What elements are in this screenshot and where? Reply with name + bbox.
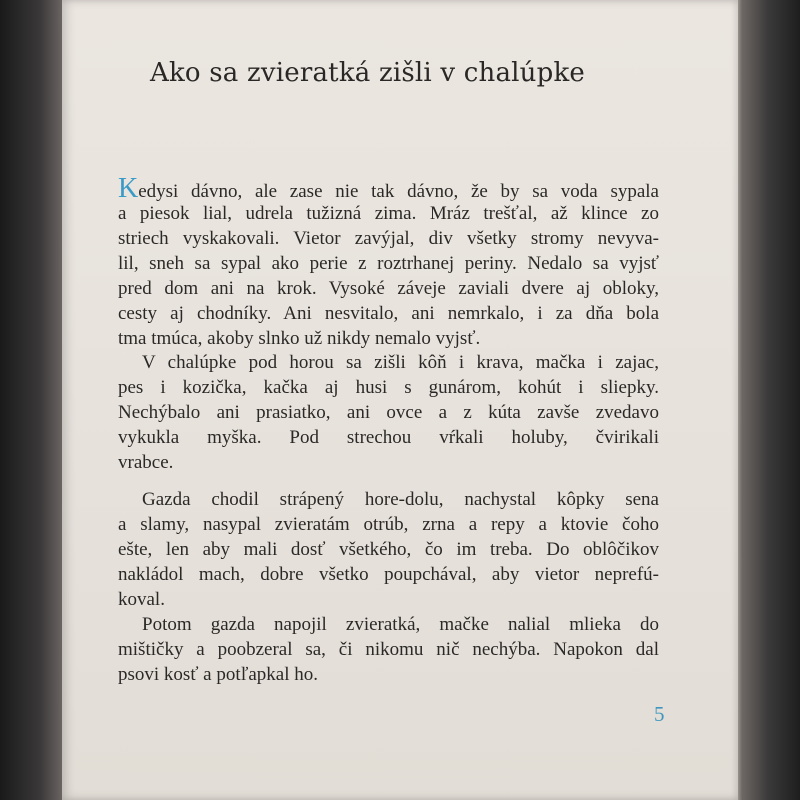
paragraph-4 [118,612,659,687]
paragraph-2 [118,350,659,475]
text-line: vrabce. [118,452,174,473]
drop-cap: K [118,173,139,204]
text-line: lil, sneh sa sypal ako perie z roztrhanej periny. Nedalo sa vyjsť [118,253,659,274]
text-line: vykukla myška. Pod strechou vŕkali holuby, čvirikali [118,427,659,448]
page-number: 5 [654,702,665,726]
text-line: Nechýbalo ani prasiatko, ani ovce a z kúta zavše zvedavo [118,402,659,423]
text-line: tma tmúca, akoby slnko už nikdy nemalo vyjsť. [118,328,481,349]
text-line-content: edysi dávno, ale zase nie tak dávno, že by sa voda sypala [138,181,659,202]
text-line: Potom gazda napojil zvieratká, mačke nalial mlieka do [142,614,659,635]
text-line: cesty aj chodníky. Ani nesvitalo, ani nemrkalo, i za dňa bola [118,303,659,324]
chapter-title: Ako sa zvieratká zišli v chalúpke [150,58,586,88]
text-line: psovi kosť a potľapkal ho. [118,664,319,685]
paragraph-3 [118,487,659,612]
text-line: nakládol mach, dobre všetko poupchával, aby vietor neprefú- [118,564,659,585]
text-line: mištičky a poobzeral sa, či nikomu nič nechýba. Napokon dal [118,639,659,660]
text-line: pes i kozička, kačka aj husi s gunárom, kohút i sliepky. [118,377,659,398]
text-line [118,173,659,204]
text-line: koval. [118,589,165,610]
text-line: V chalúpke pod horou sa zišli kôň i krava, mačka i zajac, [142,352,659,373]
text-line: a slamy, nasypal zvieratám otrúb, zrna a repy a ktovie čoho [118,514,659,535]
text-line: striech vyskakovali. Vietor zavýjal, div všetky stromy nevyva- [118,228,659,249]
text-line: a piesok lial, udrela tužizná zima. Mráz trešťal, až klince zo [118,203,659,224]
text-line: ešte, len aby mali dosť všetkého, čo im treba. Do oblôčikov [118,539,659,560]
text-line: pred dom ani na krok. Vysoké záveje zaviali dvere aj obloky, [118,278,659,299]
paragraph-1 [118,173,659,351]
text-line: Gazda chodil strápený hore-dolu, nachystal kôpky sena [142,489,659,510]
book-right-edge [738,0,800,800]
